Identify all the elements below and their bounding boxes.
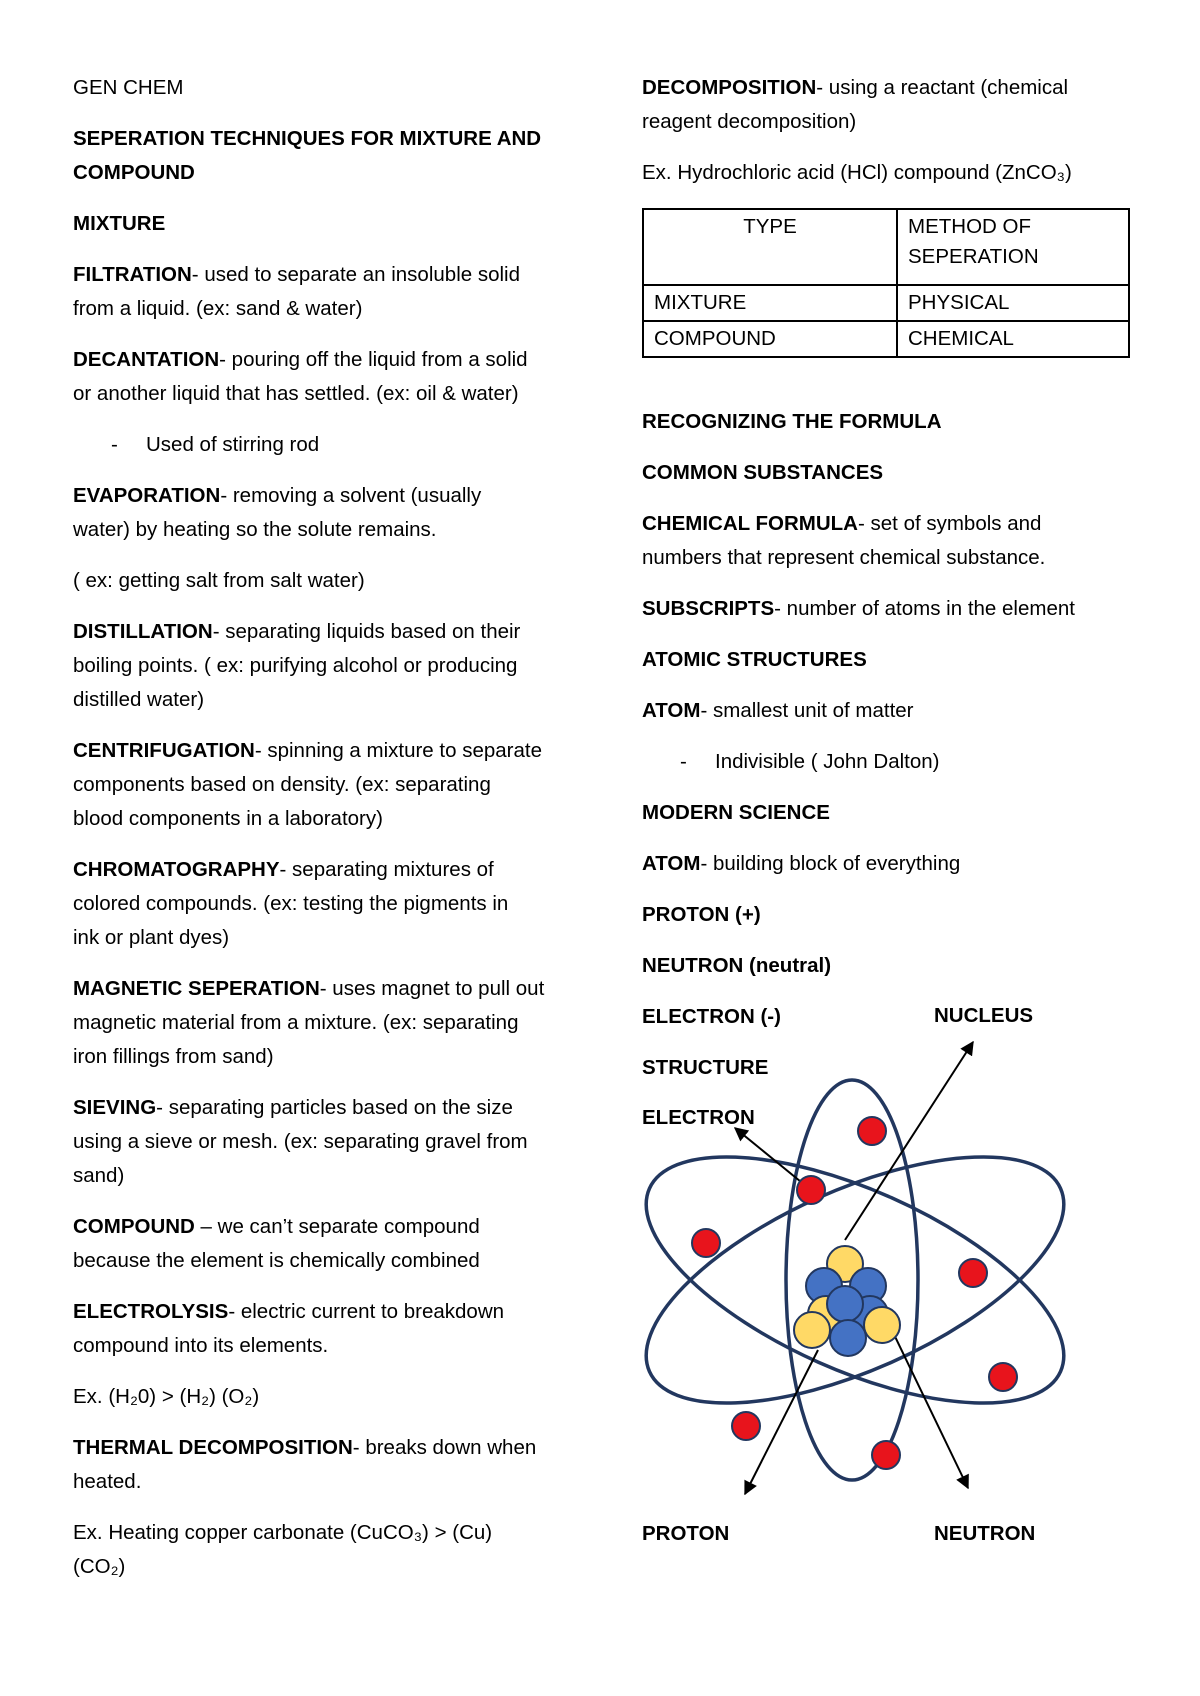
centrifugation-line-1: CENTRIFUGATION- spinning a mixture to separate [73,739,542,762]
electron-dot [959,1259,987,1287]
label-nucleus: NUCLEUS [934,1004,1034,1027]
table-cell: CHEMICAL [897,321,1129,357]
decomposition-line-2: reagent decomposition) [642,110,857,133]
chromatography-line-2: colored compounds. (ex: testing the pigments in [73,892,509,915]
thermal-line-2: heated. [73,1470,142,1493]
nucleus-particle [794,1312,830,1348]
table-header-method: METHOD OF SEPERATION [897,209,1129,285]
sieving-line-1: SIEVING- separating particles based on the size [73,1096,513,1119]
electron-dot [872,1441,900,1469]
thermal-example-1: Ex. Heating copper carbonate (CuCO₃) > (Cu) [73,1521,493,1544]
subscripts-line: SUBSCRIPTS- number of atoms in the element [642,597,1075,620]
electron-dot [858,1117,886,1145]
electron-dot [797,1176,825,1204]
proton-heading: PROTON (+) [642,903,761,926]
separation-table [642,208,1130,358]
nucleus [794,1246,900,1356]
centrifugation-line-3: blood components in a laboratory) [73,807,383,830]
decantation-line-1: DECANTATION- pouring off the liquid from a solid [73,348,528,371]
chromatography-line-1: CHROMATOGRAPHY- separating mixtures of [73,858,494,881]
table-row [643,321,1129,357]
doc-title: GEN CHEM [73,76,184,99]
table-header-row [643,209,1129,285]
sieving-line-3: sand) [73,1164,125,1187]
electrolysis-example: Ex. (H₂0) > (H₂) (O₂) [73,1385,260,1408]
distillation-line-2: boiling points. ( ex: purifying alcohol or producing [73,654,518,677]
main-heading: SEPERATION TECHNIQUES FOR MIXTURE AND [73,127,542,150]
nucleus-particle [827,1286,863,1322]
label-proton: PROTON [642,1522,730,1545]
evaporation-line-2: water) by heating so the solute remains. [73,518,437,541]
chem-formula-line-2: numbers that represent chemical substance. [642,546,1046,569]
table-header-type: TYPE [643,209,897,285]
thermal-line-1: THERMAL DECOMPOSITION- breaks down when [73,1436,537,1459]
electron-dot [692,1229,720,1257]
label-electron: ELECTRON [642,1106,755,1129]
compound-line-2: because the element is chemically combined [73,1249,480,1272]
magnetic-line-3: iron fillings from sand) [73,1045,274,1068]
filtration-line-1: FILTRATION- used to separate an insoluble solid [73,263,521,286]
table-cell: COMPOUND [643,321,897,357]
thermal-example-2: (CO₂) [73,1555,126,1578]
decantation-line-2: or another liquid that has settled. (ex: oil & water) [73,382,519,405]
recognizing-heading: RECOGNIZING THE FORMULA [642,410,942,433]
electron-dot [989,1363,1017,1391]
filtration-line-2: from a liquid. (ex: sand & water) [73,297,363,320]
chromatography-line-3: ink or plant dyes) [73,926,230,949]
mixture-heading: MIXTURE [73,212,166,235]
distillation-line-1: DISTILLATION- separating liquids based on their [73,620,521,643]
modern-heading: MODERN SCIENCE [642,801,830,824]
atom-line-2: ATOM- building block of everything [642,852,961,875]
chem-formula-line-1: CHEMICAL FORMULA- set of symbols and [642,512,1042,535]
magnetic-line-2: magnetic material from a mixture. (ex: separating [73,1011,519,1034]
table-cell: MIXTURE [643,285,897,321]
label-neutron: NEUTRON [934,1522,1036,1545]
sieving-line-2: using a sieve or mesh. (ex: separating gravel from [73,1130,528,1153]
main-heading-cont: COMPOUND [73,161,195,184]
centrifugation-line-2: components based on density. (ex: separating [73,773,491,796]
common-heading: COMMON SUBSTANCES [642,461,884,484]
atomic-heading: ATOMIC STRUCTURES [642,648,867,671]
nucleus-particle [864,1307,900,1343]
electrolysis-line-1: ELECTROLYSIS- electric current to breakdown [73,1300,505,1323]
decomposition-example: Ex. Hydrochloric acid (HCl) compound (ZnCO₃) [642,161,1072,184]
nucleus-particle [830,1320,866,1356]
decomposition-line-1: DECOMPOSITION- using a reactant (chemical [642,76,1069,99]
electron-dot [732,1412,760,1440]
electrolysis-line-2: compound into its elements. [73,1334,329,1357]
arrow-neutron [888,1322,968,1488]
evaporation-example: ( ex: getting salt from salt water) [73,569,365,592]
compound-line-1: COMPOUND – we can’t separate compound [73,1215,480,1238]
neutron-heading: NEUTRON (neutral) [642,954,832,977]
table-cell: PHYSICAL [897,285,1129,321]
distillation-line-3: distilled water) [73,688,205,711]
structure-heading: STRUCTURE [642,1056,769,1079]
atom-diagram [642,1000,1072,1520]
electron-heading: ELECTRON (-) [642,1005,781,1028]
atom-line-1: ATOM- smallest unit of matter [642,699,914,722]
magnetic-line-1: MAGNETIC SEPERATION- uses magnet to pull out [73,977,545,1000]
table-row [643,285,1129,321]
evaporation-line-1: EVAPORATION- removing a solvent (usually [73,484,482,507]
